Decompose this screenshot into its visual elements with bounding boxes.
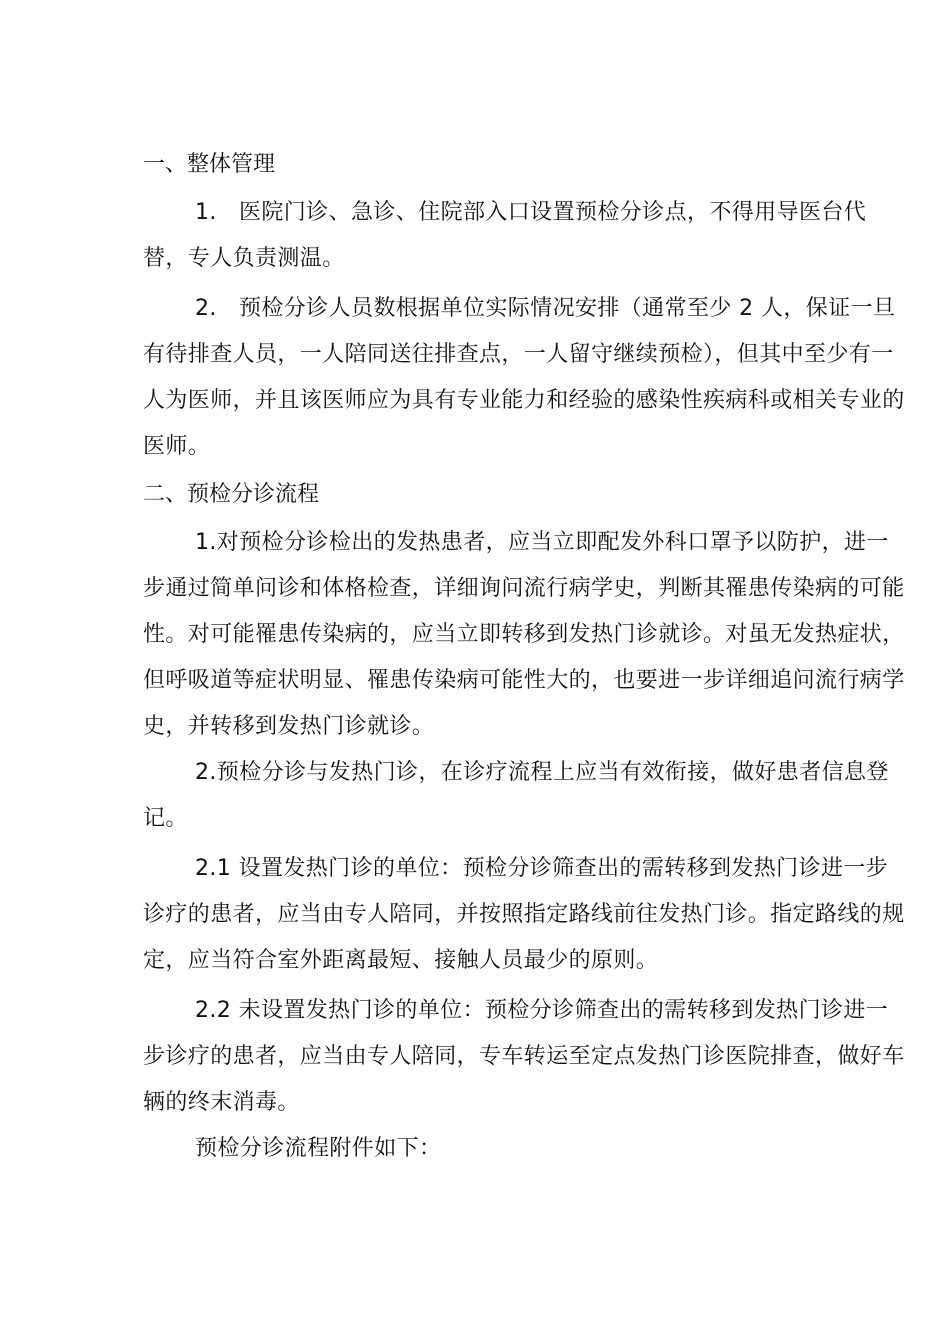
section-heading-triage-process: 二、预检分诊流程 bbox=[143, 482, 320, 507]
document-body bbox=[143, 146, 907, 1172]
paragraph-attachment-note: 预检分诊流程附件如下： bbox=[195, 1136, 442, 1161]
paragraph-triage-staffing: 2. 预检分诊人员数根据单位实际情况安排（通常至少 2 人，保证一旦有待排查人员，一人陪同送往排查点，一人留守继续预检），但其中至少有一人为医师，并且该医师应为具有专业能力和经验的感染性疾病科或相关专业的医师。 bbox=[143, 296, 905, 459]
paragraph-fever-patient-handling: 1.对预检分诊检出的发热患者，应当立即配发外科口罩予以防护，进一步通过简单问诊和体格检查，详细询问流行病学史，判断其罹患传染病的可能性。对可能罹患传染病的，应当立即转移到发热门诊就诊。对虽无发热症状，但呼吸道等症状明显、罹患传染病可能性大的，也要进一步详细追问流行病学史，并转移到发热门诊就诊。 bbox=[143, 530, 905, 739]
paragraph-units-with-fever-clinic: 2.1 设置发热门诊的单位：预检分诊筛查出的需转移到发热门诊进一步诊疗的患者，应当由专人陪同，并按照指定路线前往发热门诊。指定路线的规定，应当符合室外距离最短、接触人员最少的原则。 bbox=[143, 856, 905, 973]
paragraph-triage-point-setup: 1. 医院门诊、急诊、住院部入口设置预检分诊点，不得用导医台代替，专人负责测温。 bbox=[143, 200, 867, 271]
paragraph-fever-clinic-connection: 2.预检分诊与发热门诊，在诊疗流程上应当有效衔接，做好患者信息登记。 bbox=[143, 760, 889, 831]
section-heading-overall-management: 一、整体管理 bbox=[143, 152, 276, 177]
paragraph-units-without-fever-clinic: 2.2 未设置发热门诊的单位：预检分诊筛查出的需转移到发热门诊进一步诊疗的患者，应当由专人陪同，专车转运至定点发热门诊医院排查，做好车辆的终末消毒。 bbox=[143, 998, 905, 1115]
